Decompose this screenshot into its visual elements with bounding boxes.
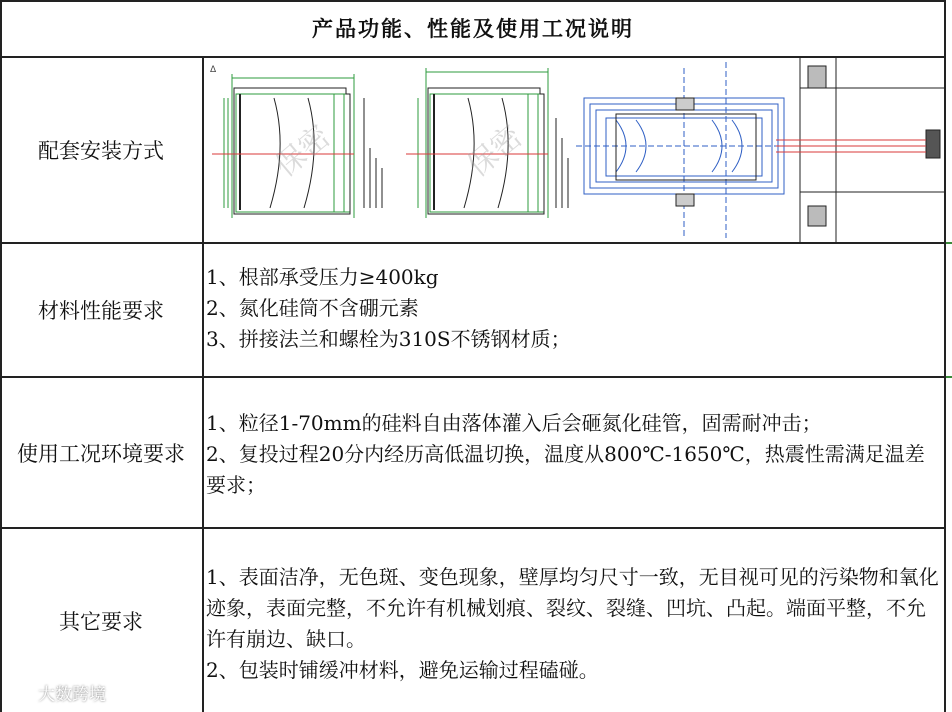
cylinder-drawing-middle: [400, 58, 574, 242]
environment-requirements: [206, 408, 944, 501]
list-item: 2、氮化硅筒不含硼元素: [206, 296, 419, 320]
list-item: 1、根部承受压力≥400kg: [206, 265, 439, 289]
list-item: 1、粒径1-70mm的硅料自由落体灌入后会砸氮化硅管，固需耐冲击；: [206, 411, 822, 435]
table-border-right: [944, 0, 946, 712]
svg-text:保密: 保密: [460, 118, 530, 185]
svg-text:Δ: Δ: [210, 65, 217, 75]
row-label-environment: 使用工况环境要求: [17, 441, 185, 466]
row-label-material: 材料性能要求: [38, 299, 164, 323]
other-requirements: [206, 562, 944, 686]
cell-edge-mark: [946, 242, 952, 244]
brand-logo-icon: [6, 683, 34, 703]
list-item: 1、表面洁净，无色斑、变色现象，壁厚均匀尺寸一致，无目视可见的污染物和氧化迹象，表面完整，不允许有机械划痕、裂纹、裂缝、凹坑、凸起。端面平整，不允许有崩边、缺口。: [206, 565, 939, 651]
watermark-text: 大数跨境: [38, 685, 106, 705]
watermark: [6, 680, 106, 705]
row-label-other: 其它要求: [59, 609, 143, 634]
cylinder-drawing-left: [204, 58, 398, 242]
svg-text:保密: 保密: [268, 118, 338, 185]
cell-edge-mark: [946, 376, 952, 378]
list-item: 3、拼接法兰和螺栓为310S不锈钢材质；: [206, 327, 571, 351]
row-label-installation: 配套安装方式: [38, 139, 164, 163]
list-item: 2、包装时铺缓冲材料，避免运输过程磕碰。: [206, 658, 599, 682]
material-requirements: [206, 262, 944, 355]
table-title: 产品功能、性能及使用工况说明: [312, 16, 634, 41]
list-item: 2、复投过程20分内经历高低温切换，温度从800℃-1650℃，热震性需满足温差要求；: [206, 442, 925, 497]
assembly-drawing-right: [576, 58, 944, 242]
